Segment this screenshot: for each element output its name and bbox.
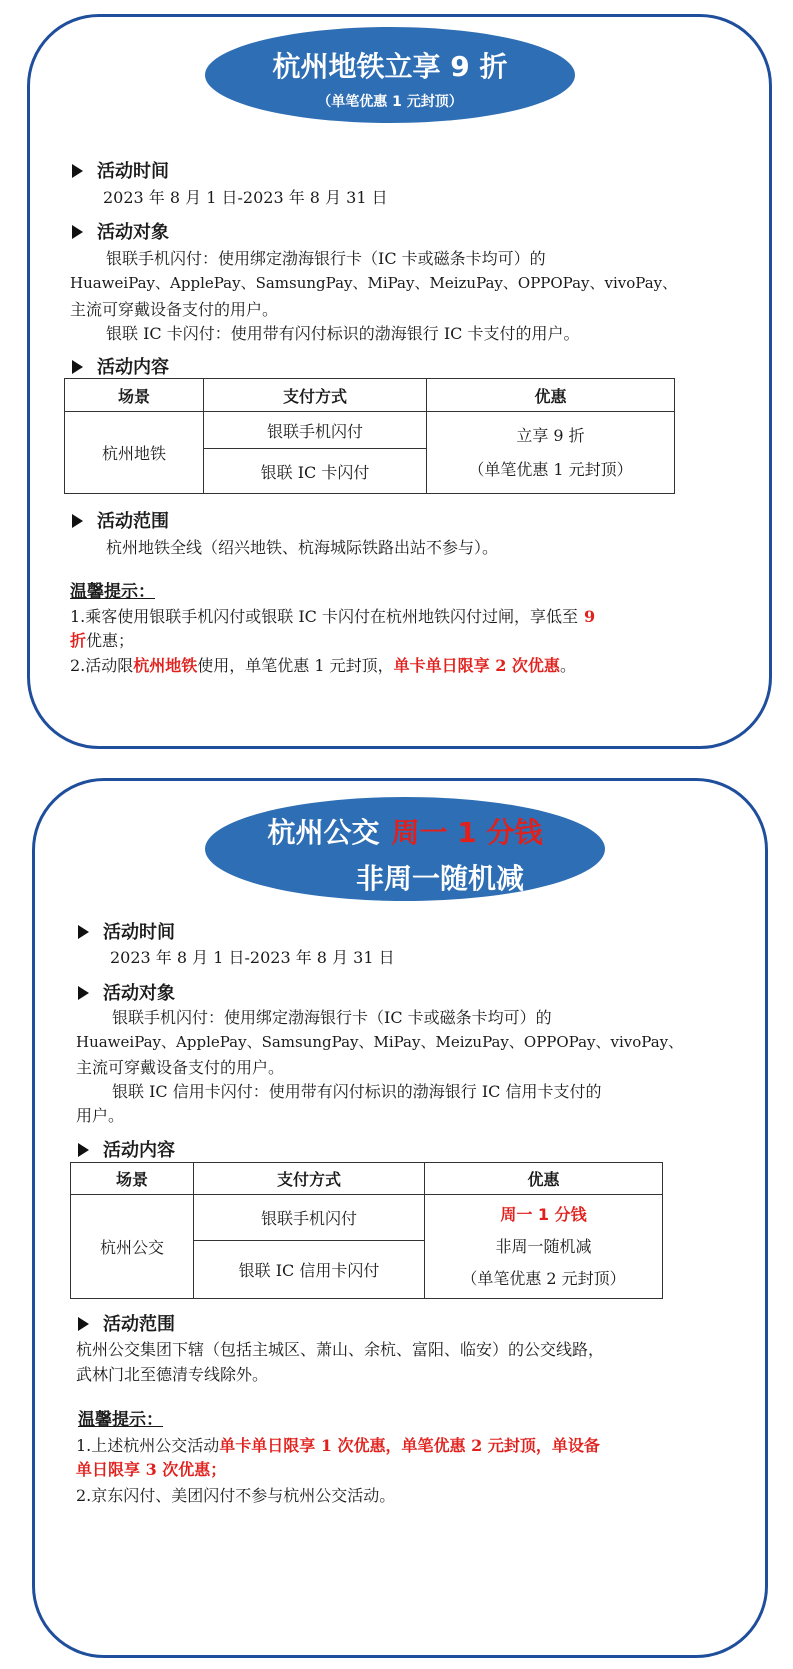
arrow-bullet-icon	[72, 225, 83, 239]
bus-target-line: HuaweiPay、ApplePay、SamsungPay、MiPay、MeizuPay、OPPOPay、vivoPay、	[76, 1033, 684, 1051]
bus-promo-banner	[205, 797, 605, 901]
metro-tips-heading: 温馨提示：	[70, 582, 155, 602]
bus-time-heading: 活动时间	[78, 918, 175, 944]
metro-scope-text: 杭州地铁全线（绍兴地铁、杭海城际铁路出站不参与）。	[106, 538, 499, 557]
bus-promo-title: 杭州公交 周一 1 分钱	[267, 816, 543, 849]
table-scene-cell: 杭州公交	[71, 1195, 194, 1299]
benefit-text: 非周一随机减	[495, 1236, 592, 1256]
metro-target-line: HuaweiPay、ApplePay、SamsungPay、MiPay、MeizuPay、OPPOPay、vivoPay、	[70, 274, 678, 292]
bus-time-text: 2023 年 8 月 1 日-2023 年 8 月 31 日	[110, 948, 395, 967]
table-method-cell: 银联手机闪付	[204, 412, 427, 449]
metro-scope-heading: 活动范围	[72, 507, 169, 533]
table-method-cell: 银联手机闪付	[194, 1195, 425, 1241]
metro-target-line: 银联手机闪付：使用绑定渤海银行卡（IC 卡或磁条卡均可）的	[106, 249, 546, 268]
bus-content-heading: 活动内容	[78, 1136, 175, 1162]
metro-time-heading: 活动时间	[72, 157, 169, 183]
benefit-text: 立享 9 折	[516, 425, 585, 445]
metro-promo-subtitle: （单笔优惠 1 元封顶）	[317, 94, 463, 110]
arrow-bullet-icon	[78, 986, 89, 1000]
metro-target-line: 主流可穿戴设备支付的用户。	[70, 300, 279, 319]
metro-tip-2: 2.活动限杭州地铁使用，单笔优惠 1 元封顶，单卡单日限享 2 次优惠。	[70, 656, 576, 675]
table-header: 支付方式	[204, 379, 427, 412]
bus-scope-line: 杭州公交集团下辖（包括主城区、萧山、余杭、富阳、临安）的公交线路，	[76, 1340, 605, 1359]
metro-promo-banner	[205, 27, 575, 123]
bus-tip-1-cont: 单日限享 3 次优惠；	[76, 1460, 227, 1479]
metro-benefit-table	[64, 378, 675, 494]
metro-time-text: 2023 年 8 月 1 日-2023 年 8 月 31 日	[103, 188, 388, 207]
bus-scope-heading: 活动范围	[78, 1310, 175, 1336]
benefit-text: （单笔优惠 2 元封顶）	[461, 1268, 626, 1288]
metro-target-line: 银联 IC 卡闪付：使用带有闪付标识的渤海银行 IC 卡支付的用户。	[106, 324, 580, 343]
arrow-bullet-icon	[72, 360, 83, 374]
bus-tip-2: 2.京东闪付、美团闪付不参与杭州公交活动。	[76, 1486, 396, 1505]
bus-promo-title-line2: 非周一随机减	[355, 862, 524, 895]
metro-content-heading: 活动内容	[72, 353, 169, 379]
bus-target-line: 主流可穿戴设备支付的用户。	[76, 1058, 285, 1077]
bus-benefit-table	[70, 1162, 663, 1299]
table-method-cell: 银联 IC 信用卡闪付	[194, 1241, 425, 1299]
metro-promo-title: 杭州地铁立享 9 折	[272, 50, 508, 83]
benefit-text: 周一 1 分钱	[500, 1204, 587, 1224]
table-header: 场景	[65, 379, 204, 412]
arrow-bullet-icon	[78, 1143, 89, 1157]
table-header: 优惠	[425, 1163, 663, 1195]
metro-tip-1-cont: 折优惠；	[70, 631, 135, 650]
metro-target-heading: 活动对象	[72, 218, 169, 244]
bus-scope-line: 武林门北至德清专线除外。	[76, 1365, 269, 1384]
bus-target-line: 银联手机闪付：使用绑定渤海银行卡（IC 卡或磁条卡均可）的	[112, 1008, 552, 1027]
arrow-bullet-icon	[72, 164, 83, 178]
table-scene-cell: 杭州地铁	[65, 412, 204, 494]
arrow-bullet-icon	[78, 1317, 89, 1331]
table-header: 支付方式	[194, 1163, 425, 1195]
arrow-bullet-icon	[72, 514, 83, 528]
table-benefit-cell	[427, 412, 675, 494]
table-header: 优惠	[427, 379, 675, 412]
table-header: 场景	[71, 1163, 194, 1195]
metro-tip-1: 1.乘客使用银联手机闪付或银联 IC 卡闪付在杭州地铁闪付过闸，享低至 9	[70, 607, 596, 626]
table-benefit-cell	[425, 1195, 663, 1299]
bus-target-line: 用户。	[76, 1106, 125, 1125]
bus-target-line: 银联 IC 信用卡闪付：使用带有闪付标识的渤海银行 IC 信用卡支付的	[112, 1082, 602, 1101]
bus-target-heading: 活动对象	[78, 979, 175, 1005]
bus-tips-heading: 温馨提示：	[78, 1410, 163, 1430]
table-method-cell: 银联 IC 卡闪付	[204, 449, 427, 494]
arrow-bullet-icon	[78, 925, 89, 939]
bus-tip-1: 1.上述杭州公交活动单卡单日限享 1 次优惠，单笔优惠 2 元封顶，单设备	[76, 1436, 600, 1455]
benefit-text: （单笔优惠 1 元封顶）	[468, 459, 633, 479]
